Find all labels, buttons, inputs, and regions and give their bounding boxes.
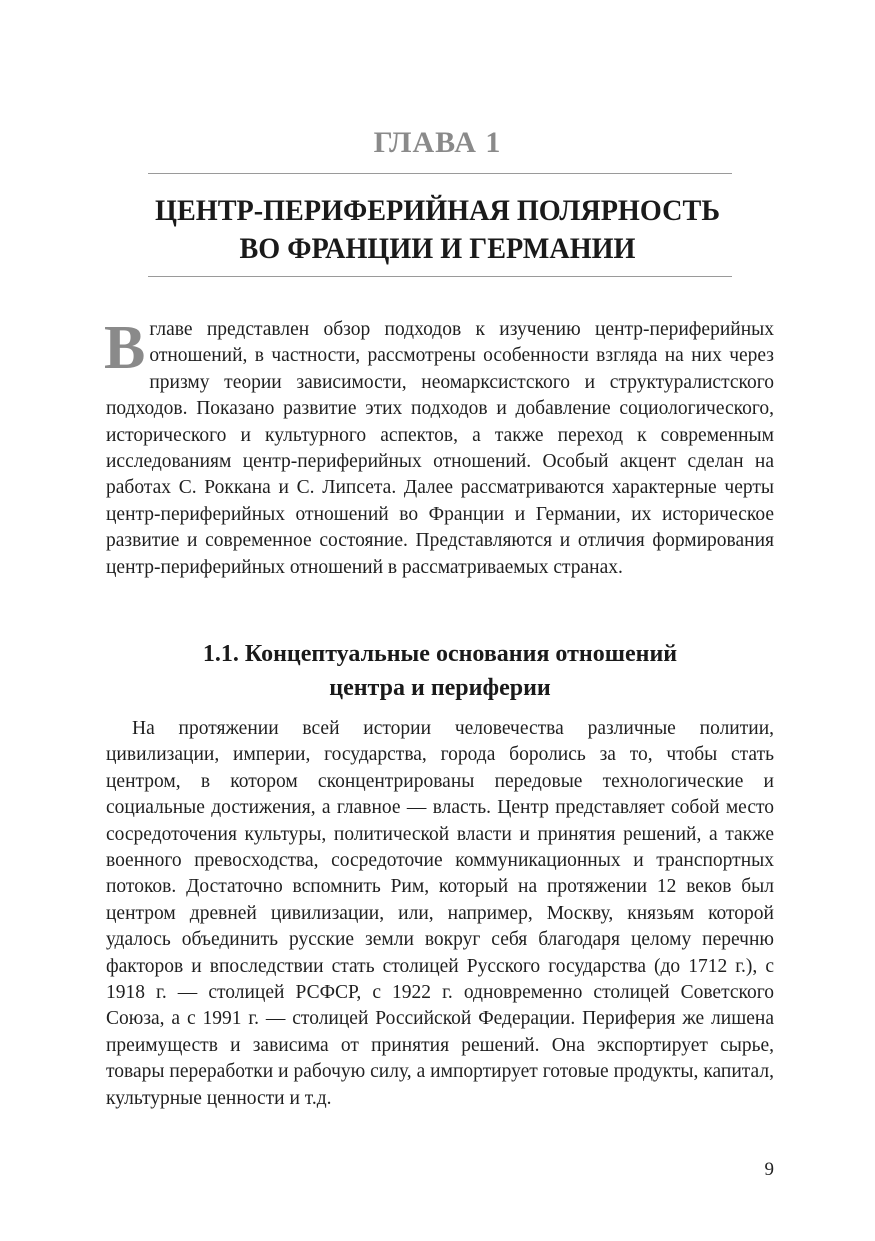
section-title-line-1: 1.1. Концептуальные основания отношений [202,641,678,667]
chapter-title [83,192,793,268]
chapter-title-line-2: ВО ФРАНЦИИ И ГЕРМАНИИ [239,232,636,265]
bottom-divider [148,276,732,277]
abstract-text: главе представлен обзор подходов к изучению центр-периферийных отношений, в частности, рассмотрены особенности взгляда на них через призму теории зависимости, неомарксистского и структуралистского подходов. Показано развитие этих подходов и добавление социологического, исторического и культурного аспектов, а также переход к современным исследованиям центр-периферийных отношений. Особый акцент сделан на работах С. Роккана и С. Липсета. Далее рассматриваются характерные черты центр-периферийных отношений во Франции и Германии, их историческое развитие и современное состояние. Представляются и отличия формирования центр-периферийных отношений в рассматриваемых странах. [106,319,774,578]
chapter-abstract [104,314,774,581]
section-title-line-2: центра и периферии [329,675,551,701]
chapter-title-line-1: ЦЕНТР-ПЕРИФЕРИЙНАЯ ПОЛЯРНОСТЬ [155,194,720,227]
drop-cap: В [104,314,146,382]
section-paragraph: На протяжении всей истории человечества различные политии, цивилизации, империи, государства, города боролись за то, чтобы стать центром, в котором сконцентрированы передовые технологические и социальные достижения, а главное — власть. Центр представляет собой место сосредоточения культуры, политической власти и принятия решений, а также военного превосходства, сосредоточие коммуникационных и транспортных потоков. Достаточно вспомнить Рим, который на протяжении 12 веков был центром древней цивилизации, или, например, Москву, князьям которой удалось объединить русские земли вокруг себя благодаря целому перечню факторов и впоследствии стать столицей Русского государства (до 1712 г.), с 1918 г. — столицей РСФСР, с 1922 г. одновременно столицей Советского Союза, а с 1991 г. — столицей Российской Федерации. Периферия же лишена преимуществ и зависима от принятия решений. Она экспортирует сырье, товары переработки и рабочую силу, а импортирует готовые продукты, капитал, культурные ценности и т.д. [106,718,774,1109]
section-title [100,637,780,705]
page-number: 9 [764,1159,774,1180]
top-divider [148,173,732,174]
chapter-label: ГЛАВА 1 [373,126,502,159]
